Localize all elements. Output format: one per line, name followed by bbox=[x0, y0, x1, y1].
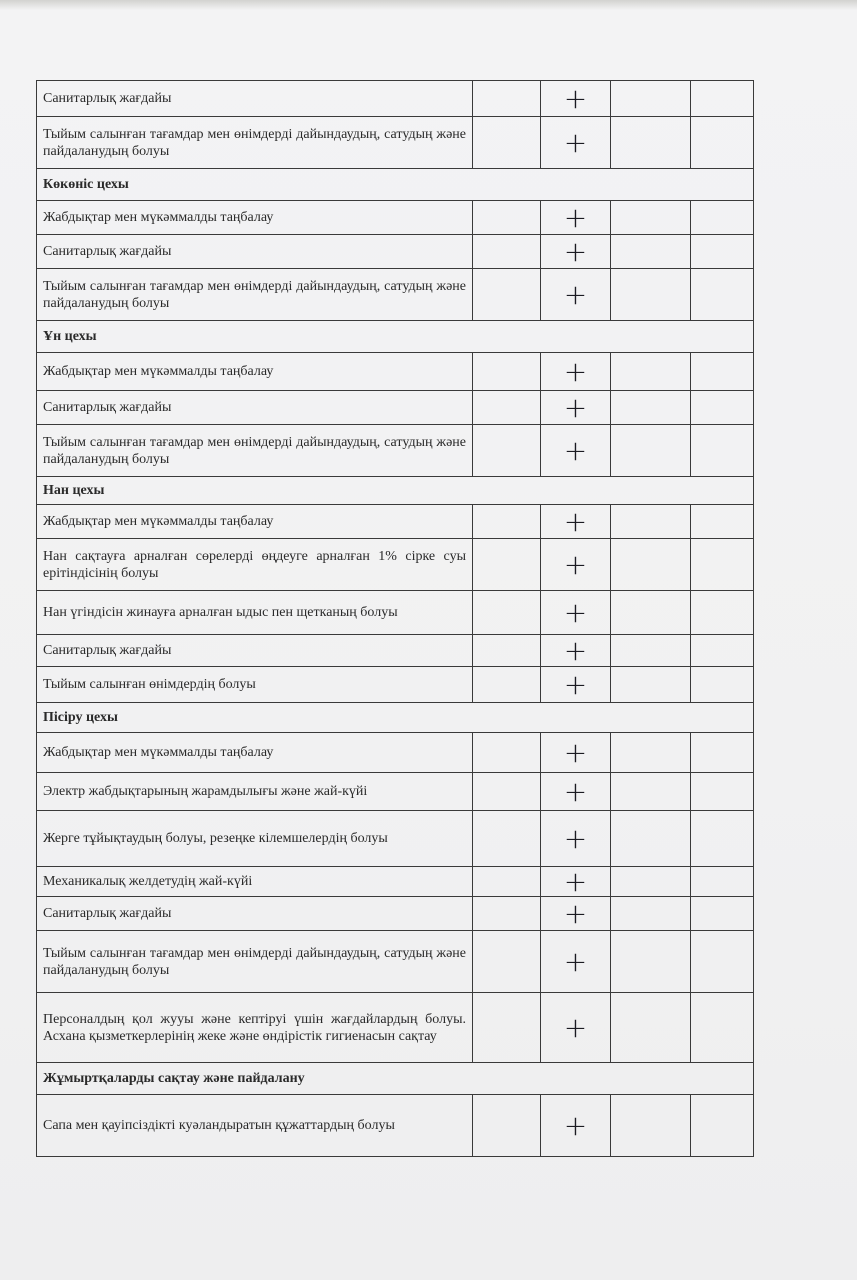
blank-cell bbox=[473, 201, 541, 235]
check-mark-cell: + bbox=[541, 773, 611, 811]
blank-cell bbox=[473, 867, 541, 897]
criterion-cell: Сапа мен қауіпсіздікті куәландыратын құжаттардың болуы bbox=[37, 1095, 473, 1157]
criterion-cell: Санитарлық жағдайы bbox=[37, 81, 473, 117]
criterion-cell: Жабдықтар мен мүкәммалды таңбалау bbox=[37, 505, 473, 539]
blank-cell bbox=[611, 931, 691, 993]
check-mark-cell: + bbox=[541, 235, 611, 269]
criterion-cell: Жерге тұйықтаудың болуы, резеңке кілемшелердің болуы bbox=[37, 811, 473, 867]
blank-cell bbox=[611, 117, 691, 169]
blank-cell bbox=[473, 353, 541, 391]
blank-cell bbox=[611, 269, 691, 321]
blank-cell bbox=[473, 811, 541, 867]
blank-cell bbox=[691, 931, 754, 993]
criterion-cell: Нан сақтауға арналған сөрелерді өңдеуге арналған 1% сірке суы ерітіндісінің болуы bbox=[37, 539, 473, 591]
section-header-row bbox=[37, 703, 754, 733]
check-mark-cell: + bbox=[541, 539, 611, 591]
blank-cell bbox=[473, 269, 541, 321]
blank-cell bbox=[611, 235, 691, 269]
blank-cell bbox=[473, 391, 541, 425]
blank-cell bbox=[473, 897, 541, 931]
criterion-cell: Персоналдың қол жууы және кептіруі үшін жағдайлардың болуы. Асхана қызметкерлерінің жеке және өндірістік гигиенасын сақтау bbox=[37, 993, 473, 1063]
blank-cell bbox=[691, 269, 754, 321]
section-header-row bbox=[37, 477, 754, 505]
blank-cell bbox=[473, 1095, 541, 1157]
checklist-row bbox=[37, 117, 754, 169]
check-mark-cell: + bbox=[541, 353, 611, 391]
blank-cell bbox=[473, 773, 541, 811]
checklist-row bbox=[37, 353, 754, 391]
section-title: Көкөніс цехы bbox=[37, 169, 754, 201]
section-header-row bbox=[37, 321, 754, 353]
blank-cell bbox=[691, 993, 754, 1063]
blank-cell bbox=[611, 391, 691, 425]
blank-cell bbox=[611, 667, 691, 703]
blank-cell bbox=[691, 201, 754, 235]
blank-cell bbox=[691, 733, 754, 773]
blank-cell bbox=[473, 591, 541, 635]
blank-cell bbox=[611, 539, 691, 591]
blank-cell bbox=[691, 425, 754, 477]
criterion-cell: Тыйым салынған тағамдар мен өнімдерді дайындаудың, сатудың және пайдаланудың болуы bbox=[37, 269, 473, 321]
blank-cell bbox=[611, 201, 691, 235]
checklist-row bbox=[37, 201, 754, 235]
blank-cell bbox=[691, 117, 754, 169]
blank-cell bbox=[691, 867, 754, 897]
checklist-row bbox=[37, 1095, 754, 1157]
blank-cell bbox=[611, 993, 691, 1063]
checklist-row bbox=[37, 235, 754, 269]
check-mark-cell: + bbox=[541, 1095, 611, 1157]
check-mark-cell: + bbox=[541, 425, 611, 477]
check-mark-cell: + bbox=[541, 867, 611, 897]
checklist-row bbox=[37, 773, 754, 811]
blank-cell bbox=[473, 505, 541, 539]
check-mark-cell: + bbox=[541, 269, 611, 321]
blank-cell bbox=[611, 897, 691, 931]
section-title: Жұмыртқаларды сақтау және пайдалану bbox=[37, 1063, 754, 1095]
blank-cell bbox=[473, 733, 541, 773]
criterion-cell: Жабдықтар мен мүкәммалды таңбалау bbox=[37, 353, 473, 391]
checklist-row bbox=[37, 505, 754, 539]
criterion-cell: Жабдықтар мен мүкәммалды таңбалау bbox=[37, 201, 473, 235]
checklist-row bbox=[37, 733, 754, 773]
checklist-row bbox=[37, 897, 754, 931]
section-title: Пісіру цехы bbox=[37, 703, 754, 733]
blank-cell bbox=[473, 635, 541, 667]
blank-cell bbox=[691, 505, 754, 539]
criterion-cell: Электр жабдықтарының жарамдылығы және жай-күйі bbox=[37, 773, 473, 811]
criterion-cell: Тыйым салынған тағамдар мен өнімдерді дайындаудың, сатудың және пайдаланудың болуы bbox=[37, 425, 473, 477]
blank-cell bbox=[473, 993, 541, 1063]
blank-cell bbox=[691, 539, 754, 591]
check-mark-cell: + bbox=[541, 667, 611, 703]
blank-cell bbox=[611, 635, 691, 667]
blank-cell bbox=[691, 1095, 754, 1157]
check-mark-cell: + bbox=[541, 391, 611, 425]
checklist-row bbox=[37, 993, 754, 1063]
criterion-cell: Санитарлық жағдайы bbox=[37, 235, 473, 269]
blank-cell bbox=[611, 773, 691, 811]
section-header-row bbox=[37, 169, 754, 201]
blank-cell bbox=[691, 897, 754, 931]
blank-cell bbox=[691, 391, 754, 425]
inspection-checklist-table bbox=[36, 80, 754, 1157]
criterion-cell: Жабдықтар мен мүкәммалды таңбалау bbox=[37, 733, 473, 773]
blank-cell bbox=[691, 81, 754, 117]
checklist-row bbox=[37, 425, 754, 477]
blank-cell bbox=[473, 667, 541, 703]
blank-cell bbox=[611, 353, 691, 391]
blank-cell bbox=[691, 353, 754, 391]
blank-cell bbox=[611, 591, 691, 635]
criterion-cell: Санитарлық жағдайы bbox=[37, 391, 473, 425]
criterion-cell: Тыйым салынған өнімдердің болуы bbox=[37, 667, 473, 703]
blank-cell bbox=[611, 1095, 691, 1157]
check-mark-cell: + bbox=[541, 931, 611, 993]
blank-cell bbox=[691, 235, 754, 269]
check-mark-cell: + bbox=[541, 811, 611, 867]
check-mark-cell: + bbox=[541, 591, 611, 635]
blank-cell bbox=[473, 931, 541, 993]
check-mark-cell: + bbox=[541, 635, 611, 667]
checklist-row bbox=[37, 269, 754, 321]
check-mark-cell: + bbox=[541, 201, 611, 235]
section-title: Ұн цехы bbox=[37, 321, 754, 353]
check-mark-cell: + bbox=[541, 733, 611, 773]
blank-cell bbox=[611, 811, 691, 867]
criterion-cell: Нан үгіндісін жинауға арналған ыдыс пен щетканың болуы bbox=[37, 591, 473, 635]
checklist-row bbox=[37, 591, 754, 635]
blank-cell bbox=[691, 667, 754, 703]
blank-cell bbox=[691, 635, 754, 667]
checklist-row bbox=[37, 667, 754, 703]
blank-cell bbox=[611, 81, 691, 117]
checklist-row bbox=[37, 867, 754, 897]
blank-cell bbox=[611, 867, 691, 897]
criterion-cell: Тыйым салынған тағамдар мен өнімдерді дайындаудың, сатудың және пайдаланудың болуы bbox=[37, 117, 473, 169]
criterion-cell: Санитарлық жағдайы bbox=[37, 635, 473, 667]
blank-cell bbox=[611, 425, 691, 477]
criterion-cell: Тыйым салынған тағамдар мен өнімдерді дайындаудың, сатудың және пайдаланудың болуы bbox=[37, 931, 473, 993]
check-mark-cell: + bbox=[541, 993, 611, 1063]
blank-cell bbox=[473, 235, 541, 269]
checklist-row bbox=[37, 81, 754, 117]
check-mark-cell: + bbox=[541, 117, 611, 169]
blank-cell bbox=[611, 733, 691, 773]
checklist-row bbox=[37, 635, 754, 667]
check-mark-cell: + bbox=[541, 897, 611, 931]
checklist-row bbox=[37, 539, 754, 591]
page-edge-shadow bbox=[0, 0, 857, 10]
criterion-cell: Механикалық желдетудің жай-күйі bbox=[37, 867, 473, 897]
blank-cell bbox=[691, 591, 754, 635]
section-title: Нан цехы bbox=[37, 477, 754, 505]
blank-cell bbox=[473, 425, 541, 477]
section-header-row bbox=[37, 1063, 754, 1095]
blank-cell bbox=[473, 539, 541, 591]
blank-cell bbox=[691, 773, 754, 811]
check-mark-cell: + bbox=[541, 81, 611, 117]
blank-cell bbox=[473, 81, 541, 117]
blank-cell bbox=[691, 811, 754, 867]
check-mark-cell: + bbox=[541, 505, 611, 539]
blank-cell bbox=[611, 505, 691, 539]
blank-cell bbox=[473, 117, 541, 169]
checklist-row bbox=[37, 931, 754, 993]
checklist-row bbox=[37, 391, 754, 425]
criterion-cell: Санитарлық жағдайы bbox=[37, 897, 473, 931]
checklist-row bbox=[37, 811, 754, 867]
